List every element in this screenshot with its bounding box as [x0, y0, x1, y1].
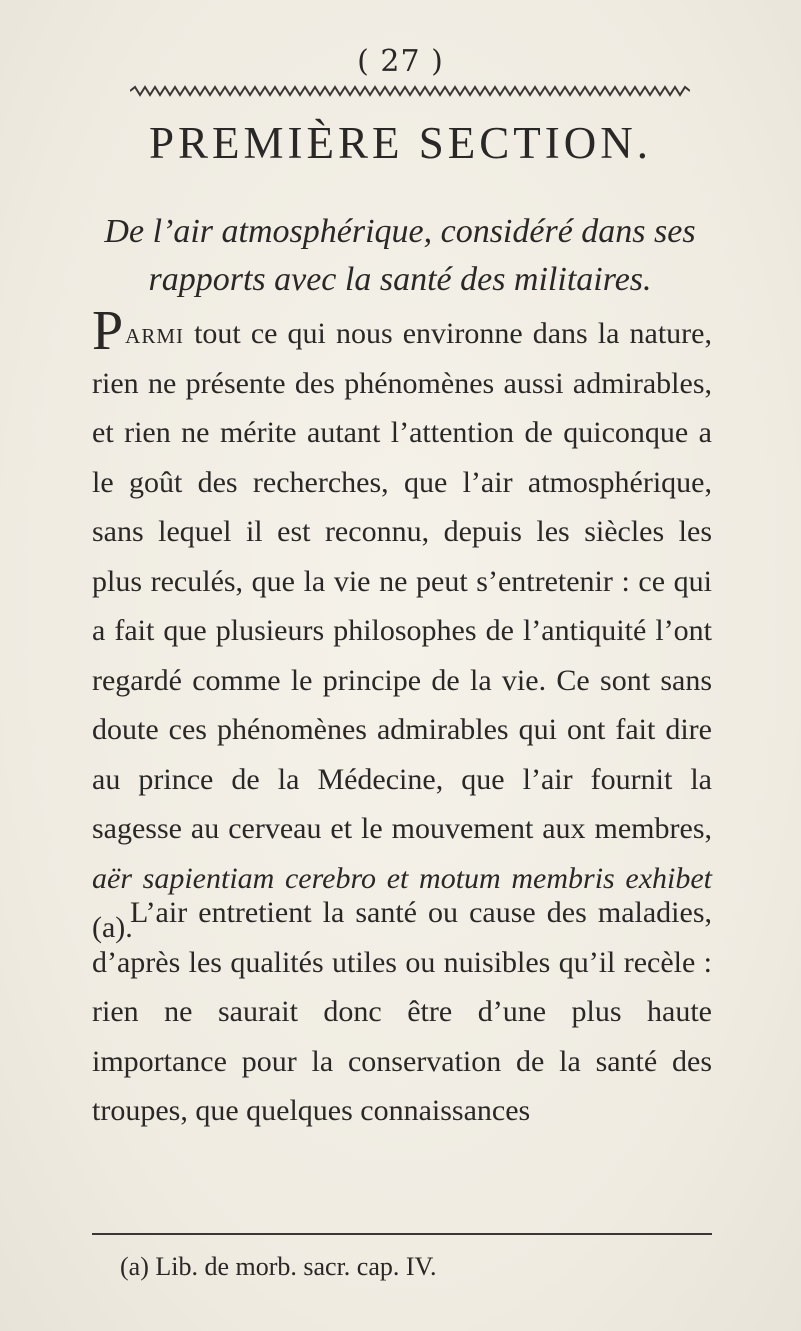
section-subtitle: De l’air atmosphérique, considéré dans ses rapports avec la santé des militaires. [104, 213, 696, 298]
footnote-reference: (a). [92, 911, 133, 944]
latin-quotation: aër sapientiam cerebro et motum membris exhibet [92, 861, 712, 895]
section-title: PREMIÈRE SECTION. [148, 118, 652, 168]
footnote-divider [92, 1233, 712, 1235]
paragraph-2: L’air entretient la santé ou cause des maladies, d’après les qualités utiles ou nuisibles qu’il recèle : rien ne saurait donc être d’une plus haute importance pour la conservation de la santé des troupes, que quelques connaissances [92, 896, 712, 1127]
paragraph-1 [92, 300, 712, 953]
paragraph-1-text: tout ce qui nous environne dans la nature, rien ne présente des phénomènes aussi admirables, et rien ne mérite autant l’attention de quiconque a le goût des recherches, que l’air atmosphérique, sans lequel il est reconnu, depuis les siècles les plus reculés, que la vie ne peut s’entretenir : ce qui a fait que plusieurs philosophes de l’antiquité l’ont regardé comme le principe de la vie. Ce sont sans doute ces phénomènes admirables qui ont fait dire au prince de la Médecine, que l’air fournit la sagesse au cerveau et le mouvement aux membres, [92, 317, 712, 845]
drop-cap: P [92, 300, 124, 362]
decorative-ornament-line [130, 84, 690, 98]
page-number: ( 27 ) [357, 44, 444, 79]
footnote: (a) Lib. de morb. sacr. cap. IV. [120, 1252, 437, 1281]
paragraph-1-lead-word: armi [125, 317, 184, 350]
